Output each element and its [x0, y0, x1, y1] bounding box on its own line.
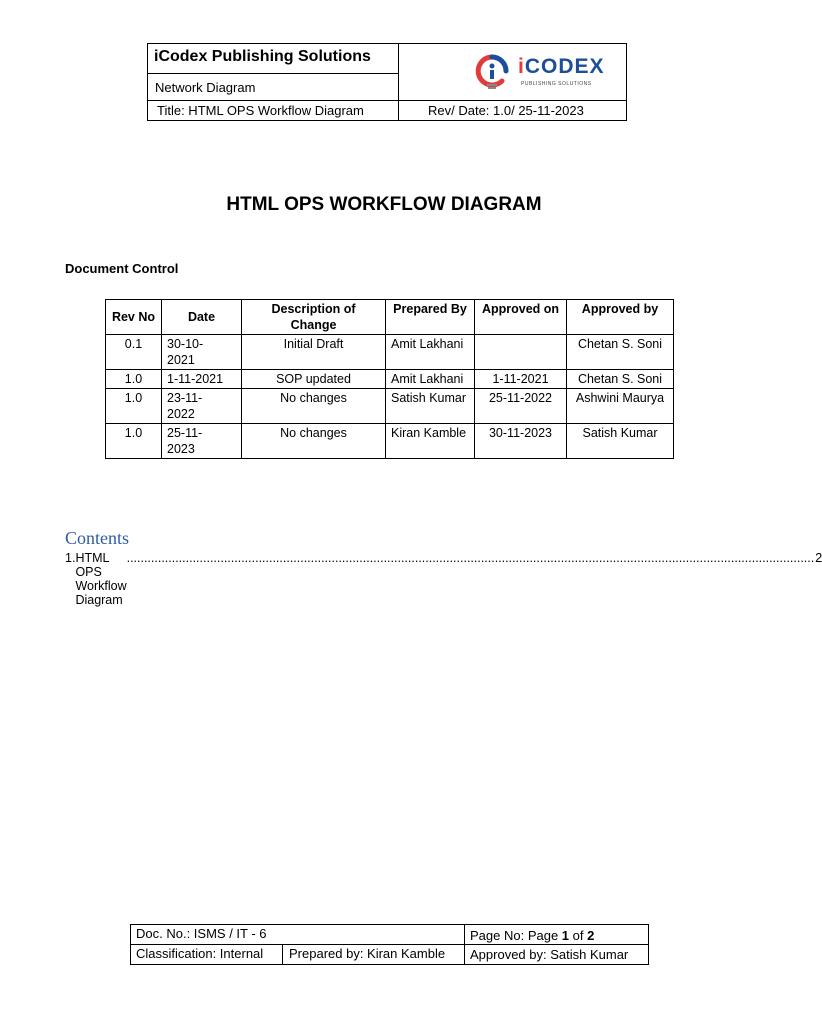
approved-by-cell: Ashwini Maurya	[567, 389, 674, 424]
revision-table	[105, 299, 674, 459]
prepared-by: Prepared by: Kiran Kamble	[283, 945, 465, 964]
contents-heading: Contents	[65, 528, 130, 548]
column-header: Description of Change	[242, 300, 386, 335]
table-row	[106, 389, 674, 424]
prepared-by-cell: Kiran Kamble	[386, 424, 475, 459]
company-name: iCodex Publishing Solutions	[154, 48, 371, 65]
approved-on-cell: 30-11-2023	[475, 424, 567, 459]
rev-no-cell: 1.0	[106, 389, 162, 424]
logo-i: i	[518, 55, 525, 78]
rev-date-cell	[399, 101, 627, 121]
column-header: Prepared By	[386, 300, 475, 335]
approved-by-cell: Chetan S. Soni	[567, 370, 674, 389]
column-header: Approved by	[567, 300, 674, 335]
title-cell	[148, 101, 399, 121]
icodex-logo	[471, 53, 611, 91]
rev-date: Rev/ Date: 1.0/ 25-11-2023	[428, 103, 584, 118]
page-of: of	[569, 928, 588, 943]
rev-no-cell: 1.0	[106, 370, 162, 389]
toc-entry-title[interactable]: HTML OPS Workflow Diagram	[75, 551, 127, 607]
document-footer	[130, 924, 649, 965]
prepared-by-cell: Amit Lakhani	[386, 335, 475, 370]
date-cell: 23-11- 2022	[162, 389, 242, 424]
column-header: Approved on	[475, 300, 567, 335]
lightbulb-icon	[471, 53, 513, 91]
date-cell: 1-11-2021	[162, 370, 242, 389]
page-title: HTML OPS WORKFLOW DIAGRAM	[226, 194, 542, 215]
column-header: Rev No	[106, 300, 162, 335]
page-prefix: Page No: Page	[470, 928, 562, 943]
description-cell: No changes	[242, 424, 386, 459]
approved-on-cell	[475, 335, 567, 370]
document-title-field: Title: HTML OPS Workflow Diagram	[157, 103, 364, 118]
rev-no-cell: 1.0	[106, 424, 162, 459]
description-cell: No changes	[242, 389, 386, 424]
approved-by-cell: Satish Kumar	[567, 424, 674, 459]
prepared-by-cell: Amit Lakhani	[386, 370, 475, 389]
toc-leader-dots: ......................................................................................................................................................................................................	[126, 551, 815, 565]
approved-by: Approved by: Satish Kumar	[470, 947, 629, 962]
doc-number: Doc. No.: ISMS / IT - 6	[131, 925, 465, 945]
page-number	[465, 925, 649, 945]
classification: Classification: Internal	[131, 945, 283, 964]
approved-on-cell: 1-11-2021	[475, 370, 567, 389]
page-total: 2	[587, 928, 595, 943]
subtitle-cell	[148, 74, 399, 101]
description-cell: Initial Draft	[242, 335, 386, 370]
document-subtitle: Network Diagram	[155, 80, 256, 95]
approved-by-cell: Chetan S. Soni	[567, 335, 674, 370]
toc-entry-number: 1.	[65, 551, 76, 565]
rev-no-cell: 0.1	[106, 335, 162, 370]
date-cell: 30-10- 2021	[162, 335, 242, 370]
toc-entry-page: 2	[815, 551, 822, 565]
table-row	[106, 335, 674, 370]
description-cell: SOP updated	[242, 370, 386, 389]
logo-wordmark	[518, 55, 605, 79]
table-row	[106, 370, 674, 389]
document-control-heading: Document Control	[65, 261, 179, 276]
page-current: 1	[561, 928, 570, 943]
logo-cell	[399, 44, 627, 101]
table-header-row	[106, 300, 674, 335]
column-header: Date	[162, 300, 242, 335]
logo-tagline: PUBLISHING SOLUTIONS	[521, 81, 592, 87]
logo-codex: CODEX	[524, 55, 605, 78]
toc-entry[interactable]	[65, 551, 822, 607]
date-cell: 25-11- 2023	[162, 424, 242, 459]
document-header	[147, 43, 627, 121]
approved-on-cell: 25-11-2022	[475, 389, 567, 424]
table-row	[106, 424, 674, 459]
company-cell	[148, 44, 399, 74]
prepared-by-cell: Satish Kumar	[386, 389, 475, 424]
